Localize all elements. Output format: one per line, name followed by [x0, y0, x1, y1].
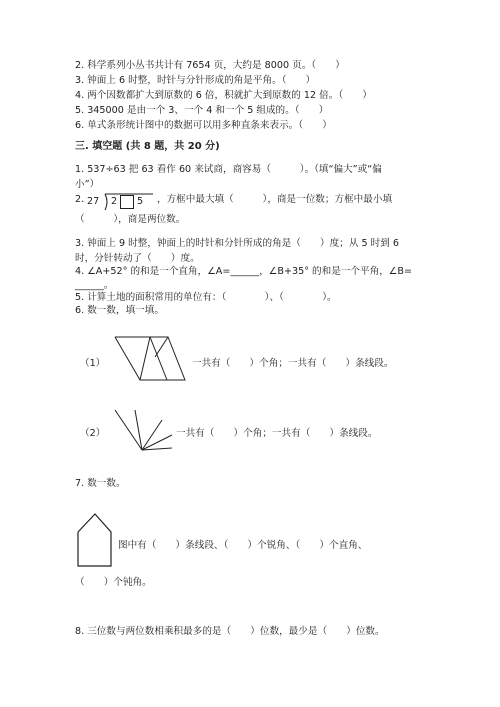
fill-q1-line2: 小”）	[75, 179, 100, 190]
fig2-label: （2）	[80, 428, 106, 439]
fill-q7: 7. 数一数。	[75, 478, 126, 489]
long-division-figure	[85, 192, 155, 212]
judge-q3: 3. 钟面上 6 时整，时针与分针形成的角是平角。（ ）	[75, 75, 316, 86]
fill-q7-text2: （ ）个钝角。	[75, 577, 152, 588]
rays-figure	[110, 408, 175, 453]
judge-q4: 4. 两个因数都扩大到原数的 6 倍，积就扩大到原数的 12 倍。（ ）	[75, 90, 372, 101]
fig1-text: 一共有（ ）个角；一共有（ ）条线段。	[192, 358, 394, 369]
judge-q6: 6. 单式条形统计图中的数据可以用多种直条来表示。（ ）	[75, 120, 332, 131]
fill-q2-text2: （ ），商是两位数。	[75, 214, 186, 225]
fill-q8: 8. 三位数与两位数相乘积最多的是（ ）位数，最少是（ ）位数。	[75, 626, 385, 637]
fill-q3-line1: 3. 钟面上 9 时整，钟面上的时针和分针所成的角是（ ）度；从 5 时到 6	[75, 238, 399, 249]
section-title: 三. 填空题 (共 8 题，共 20 分)	[75, 141, 220, 152]
fill-q2-num: 2.	[75, 194, 85, 205]
judge-q2: 2. 科学系列小丛书共计有 7654 页，大约是 8000 页。（ ）	[75, 60, 345, 71]
triangles-figure	[110, 335, 190, 385]
fill-q6: 6. 数一数，填一填。	[75, 305, 164, 316]
fill-q5: 5. 计算土地的面积常用的单位有：（ ）、（ ）。	[75, 292, 337, 303]
fill-q1-line1: 1. 537÷63 把 63 看作 60 来试商，商容易（ ）。（填“偏大”或“偏	[75, 164, 382, 175]
dividend-digit-2: 5	[137, 196, 144, 207]
blank-box	[120, 195, 134, 209]
fill-q4-line2: ______。	[75, 280, 114, 291]
fig2-text: 一共有（ ）个角；一共有（ ）条线段。	[176, 428, 378, 439]
dividend-digit-1: 2	[111, 196, 118, 207]
fill-q4-line1: 4. ∠A+52° 的和是一个直角，∠A=______，∠B+35° 的和是一个平角，∠B=	[75, 266, 413, 277]
judge-q5: 5. 345000 是由一个 3、一个 4 和一个 5 组成的。（ ）	[75, 105, 329, 116]
fill-q2-text1: ，方框中最大填（ ），商是一位数；方框中最小填	[157, 194, 393, 205]
fill-q7-text1: 图中有（ ）条线段、（ ）个锐角、（ ）个直角、	[118, 540, 368, 551]
pentagon-house-figure	[75, 512, 115, 568]
divisor: 27	[87, 196, 100, 207]
fig1-label: （1）	[80, 358, 106, 369]
fill-q3-line2: 时，分针转动了（ ）度。	[75, 253, 200, 264]
